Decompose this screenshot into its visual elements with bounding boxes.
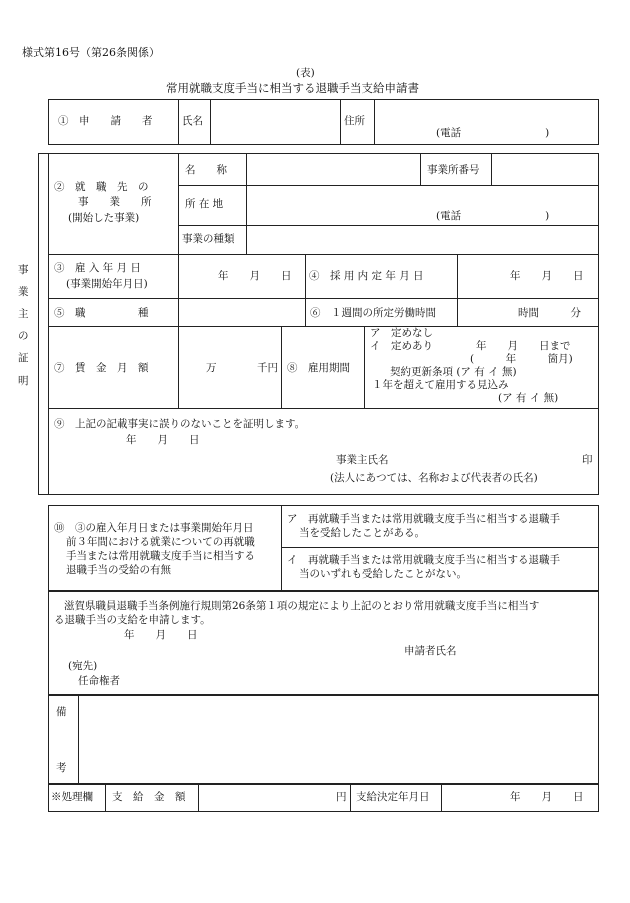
application-date[interactable]: 年 月 日: [124, 629, 198, 641]
applicant-signature-field[interactable]: [470, 640, 590, 658]
hire-date-value[interactable]: 年 月 日: [218, 270, 292, 282]
applicant-name-field[interactable]: [212, 106, 338, 140]
prior-receipt-label: ⑩ ③の雇入年月日または事業開始年月日: [54, 522, 254, 534]
payment-amount-field[interactable]: [200, 786, 330, 808]
wage-unit-man: 万: [206, 362, 217, 374]
remarks-label-2: 考: [56, 762, 67, 774]
addressee-label: (宛先): [68, 660, 98, 672]
employer-name-label: 事業主氏名: [336, 454, 389, 466]
workplace-label: ② 就 職 先 の: [54, 181, 149, 193]
over-one-year-label: １年を超えて雇用する見込み: [372, 379, 509, 391]
office-number-field[interactable]: [494, 156, 594, 182]
processing-label: ※処理欄: [51, 791, 93, 803]
applicant-name-label: 氏名: [182, 115, 203, 127]
period-option-b[interactable]: イ 定めあり: [370, 340, 433, 352]
application-text-2: る退職手当の支給を申請します。: [54, 614, 211, 626]
decision-date-value[interactable]: 年 月 日: [510, 791, 584, 803]
applicant-phone: (電話 ): [436, 127, 550, 139]
wage-label: ⑦ 賃 金 月 額: [54, 362, 149, 374]
period-option-a[interactable]: ア 定めなし: [370, 327, 433, 339]
hire-date-label-2: (事業開始年月日): [66, 278, 148, 290]
prior-receipt-label-2: 前３年間における就業についての再就職: [66, 536, 255, 548]
workplace-name-field[interactable]: [248, 156, 418, 182]
business-type-label: 事業の種類: [182, 233, 235, 245]
payment-amount-label: 支 給 金 額: [112, 791, 186, 803]
remarks-label: 備: [56, 706, 67, 718]
prior-receipt-label-3: 手当または常用就職支度手当に相当する: [66, 550, 255, 562]
period-months: ( 年 箇月): [470, 353, 573, 365]
offer-date-label: ④ 採 用 内 定 年 月 日: [309, 270, 424, 282]
side-label: (表): [296, 67, 315, 79]
workplace-label-3: (開始した事業): [68, 212, 140, 224]
application-text: 滋賀県職員退職手当条例施行規則第26条第１項の規定により上記のとおり常用就職支度手当に相当す: [64, 600, 540, 612]
over-one-year-choice[interactable]: (ア 有 イ 無): [498, 392, 559, 404]
workplace-label-2: 事 業 所: [78, 196, 152, 208]
certify-text: ⑨ 上記の記載事実に誤りのないことを証明します。: [54, 418, 306, 430]
form-title: 常用就職支度手当に相当する退職手当支給申請書: [166, 81, 419, 95]
applicant-label: ① 申 請 者: [58, 115, 153, 127]
applicant-signature-label: 申請者氏名: [404, 645, 457, 657]
remarks-field[interactable]: [82, 698, 592, 778]
applicant-address-label: 住所: [344, 115, 365, 127]
location-label: 所 在 地: [185, 198, 224, 210]
location-field[interactable]: [248, 188, 594, 208]
office-number-label: 事業所番号: [427, 164, 480, 176]
employer-note: (法人にあつては、名称および代表者の氏名): [330, 472, 538, 484]
weekly-hours-label: ⑥ １週間の所定労働時間: [310, 307, 436, 319]
business-type-field[interactable]: [248, 228, 594, 252]
period-until: 年 月 日まで: [476, 340, 571, 352]
employment-period-label: ⑧ 雇用期間: [287, 362, 350, 374]
form-number: 様式第16号（第26条関係）: [22, 46, 160, 59]
job-type-label: ⑤ 職 種: [54, 307, 149, 319]
seal-mark: 印: [582, 454, 593, 466]
wage-unit-sen: 千円: [257, 362, 278, 374]
certify-date[interactable]: 年 月 日: [126, 434, 200, 446]
prior-receipt-label-4: 退職手当の受給の有無: [66, 564, 171, 576]
renewal-clause[interactable]: 契約更新条項 (ア 有 イ 無): [390, 366, 517, 378]
weekly-hours-value[interactable]: 時間 分: [518, 307, 581, 319]
offer-date-value[interactable]: 年 月 日: [510, 270, 584, 282]
hire-date-label: ③ 雇 入 年 月 日: [54, 262, 141, 274]
applicant-address-field[interactable]: [376, 102, 594, 126]
location-phone: (電話 ): [436, 210, 550, 222]
job-type-field[interactable]: [180, 300, 302, 324]
decision-date-label: 支給決定年月日: [356, 791, 430, 803]
addressee-name: 任命権者: [78, 675, 120, 687]
yen-unit: 円: [336, 791, 347, 803]
workplace-name-label: 名 称: [185, 164, 227, 176]
